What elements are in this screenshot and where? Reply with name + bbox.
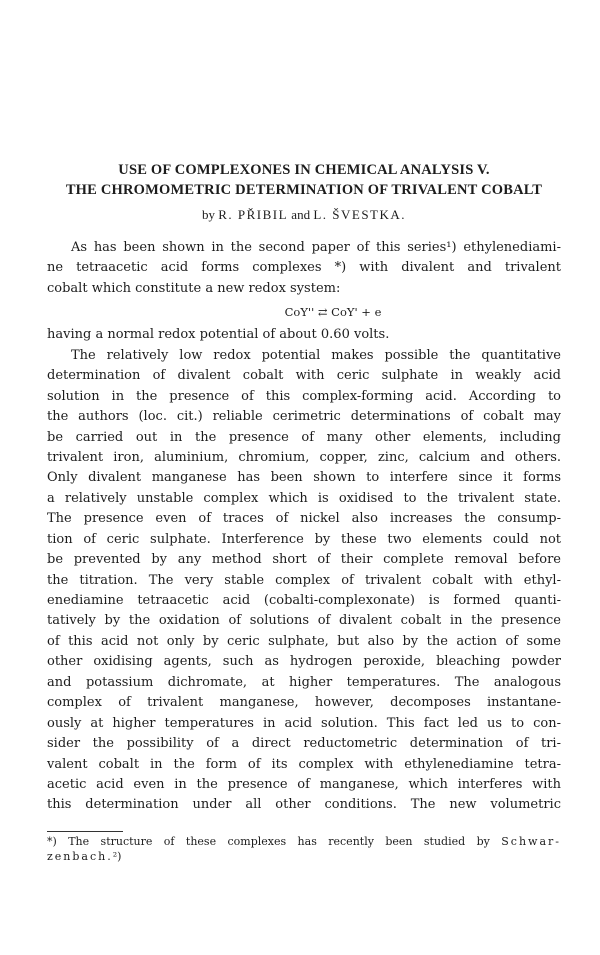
text-line: the titration. The very stable complex of trivalent cobalt with ethyl- xyxy=(47,572,561,588)
title-line-2: THE CHROMOMETRIC DETERMINATION OF TRIVALENT COBALT xyxy=(65,182,543,198)
redox-equation: CoY'' ⇄ CoY' + e xyxy=(284,305,382,320)
text-line: sider the possibility of a direct reductometric determination of tri- xyxy=(47,736,561,752)
text-line: be carried out in the presence of many other elements, including xyxy=(47,429,561,445)
author-2: L. ŠVESTKA. xyxy=(313,207,407,222)
footnote-author-name: Schwar- xyxy=(501,835,561,848)
text-line: The presence even of traces of nickel also increases the consump- xyxy=(47,511,561,527)
document-page xyxy=(47,0,561,955)
text-line: this determination under all other conditions. The new volumetric xyxy=(47,797,561,813)
footnote-author-name-cont: zenbach. xyxy=(47,850,113,863)
paragraph-1 xyxy=(47,238,561,346)
footnote xyxy=(47,834,561,864)
text-line: complex of trivalent manganese, however, decomposes instantane- xyxy=(47,695,561,711)
text-line: having a normal redox potential of about 0.60 volts. xyxy=(47,327,390,343)
footnote-rule xyxy=(47,831,123,832)
text-line: ne tetraacetic acid forms complexes *) with divalent and trivalent xyxy=(47,260,561,276)
author-byline xyxy=(47,206,561,224)
text-line: a relatively unstable complex which is oxidised to the trivalent state. xyxy=(47,490,561,506)
byline-conjunction: and xyxy=(291,207,311,222)
text-line: enediamine tetraacetic acid (cobalti-complexonate) is formed quanti- xyxy=(47,593,561,608)
byline-prefix: by xyxy=(201,207,215,222)
text-line: The relatively low redox potential makes possible the quantitative xyxy=(71,347,561,363)
text-line: cobalt which constitute a new redox system: xyxy=(47,280,341,296)
text-line: acetic acid even in the presence of manganese, which interferes with xyxy=(47,776,561,792)
paragraph-2 xyxy=(47,346,561,816)
text-line: tatively by the oxidation of solutions of divalent cobalt in the presence xyxy=(47,613,561,629)
footnote-line-1 xyxy=(47,834,561,849)
text-line: of this acid not only by ceric sulphate, but also by the action of some xyxy=(47,633,561,649)
text-line: other oxidising agents, such as hydrogen peroxide, bleaching powder xyxy=(47,654,561,670)
text-line: ously at higher temperatures in acid solution. This fact led us to con- xyxy=(47,715,561,731)
text-line: tion of ceric sulphate. Interference by these two elements could not xyxy=(47,531,561,547)
paper-title xyxy=(47,160,561,200)
text-line: the authors (loc. cit.) reliable cerimetric determinations of cobalt may xyxy=(47,409,561,425)
text-line: determination of divalent cobalt with ceric sulphate in weakly acid xyxy=(47,368,561,384)
text-line: valent cobalt in the form of its complex with ethylenediamine tetra- xyxy=(47,756,561,772)
title-line-1: USE OF COMPLEXONES IN CHEMICAL ANALYSIS V. xyxy=(118,162,490,178)
footnote-line-2 xyxy=(47,849,561,864)
author-1: R. PŘIBIL xyxy=(218,207,289,222)
text-line: trivalent iron, aluminium, chromium, copper, zinc, calcium and others. xyxy=(47,449,561,465)
body-text xyxy=(47,238,561,816)
text-line: As has been shown in the second paper of this series¹) ethylenediami- xyxy=(71,240,561,255)
text-line: Only divalent manganese has been shown to interfere since it forms xyxy=(47,470,561,486)
text-line: and potassium dichromate, at higher temperatures. The analogous xyxy=(47,674,561,690)
footnote-reference: ²) xyxy=(112,850,122,863)
footnote-text: *) The structure of these complexes has recently been studied by xyxy=(47,835,490,848)
text-line: solution in the presence of this complex-forming acid. According to xyxy=(47,388,561,404)
text-line: be prevented by any method short of their complete removal before xyxy=(47,552,561,568)
